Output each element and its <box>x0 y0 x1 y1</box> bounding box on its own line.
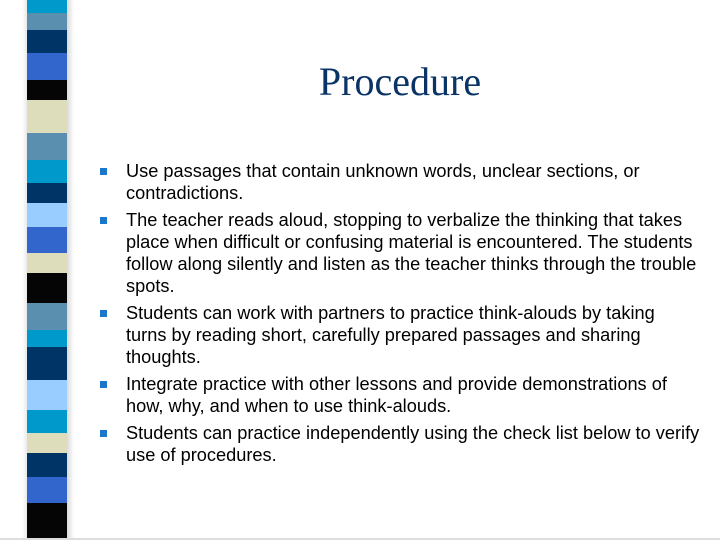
stripe-segment <box>27 253 67 273</box>
stripe-segment <box>27 133 67 160</box>
bullet-item <box>100 160 700 204</box>
slide-title: Procedure <box>318 59 482 104</box>
stripe-segment <box>27 160 67 183</box>
bullet-text: The teacher reads aloud, stopping to verbalize the thinking that takes place when difficult or confusing material is encountered. The students follow along silently and listen as the teacher thinks through the trouble spots. <box>126 210 697 296</box>
bullet-text: Students can work with partners to practice think-alouds by taking turns by reading short, carefully prepared passages and sharing thoughts. <box>126 303 655 367</box>
stripe-segment <box>27 0 67 13</box>
stripe-segment <box>27 53 67 80</box>
stripe-segment <box>27 303 67 330</box>
bullet-item <box>100 373 700 417</box>
bullet-item <box>100 422 700 466</box>
stripe-segment <box>27 30 67 53</box>
square-bullet-icon <box>100 217 107 224</box>
bullet-text: Students can practice independently using the check list below to verify use of procedures. <box>126 423 700 465</box>
stripe-segment <box>27 503 67 540</box>
decorative-color-stripe <box>27 0 67 540</box>
square-bullet-icon <box>100 168 107 175</box>
stripe-segment <box>27 330 67 347</box>
stripe-segment <box>27 380 67 410</box>
stripe-segment <box>27 100 67 133</box>
stripe-segment <box>27 347 67 380</box>
square-bullet-icon <box>100 310 107 317</box>
bullet-list <box>100 160 700 471</box>
bullet-item <box>100 302 700 368</box>
stripe-segment <box>27 183 67 203</box>
stripe-segment <box>27 410 67 433</box>
stripe-segment <box>27 80 67 100</box>
stripe-segment <box>27 227 67 253</box>
stripe-segment <box>27 453 67 477</box>
bullet-text: Integrate practice with other lessons and provide demonstrations of how, why, and when to use think-alouds. <box>126 374 667 416</box>
stripe-segment <box>27 477 67 503</box>
bullet-item <box>100 209 700 297</box>
bullet-text: Use passages that contain unknown words, unclear sections, or contradictions. <box>126 161 640 203</box>
stripe-segment <box>27 273 67 303</box>
square-bullet-icon <box>100 430 107 437</box>
stripe-segment <box>27 13 67 30</box>
stripe-segment <box>27 203 67 227</box>
stripe-segment <box>27 433 67 453</box>
square-bullet-icon <box>100 381 107 388</box>
